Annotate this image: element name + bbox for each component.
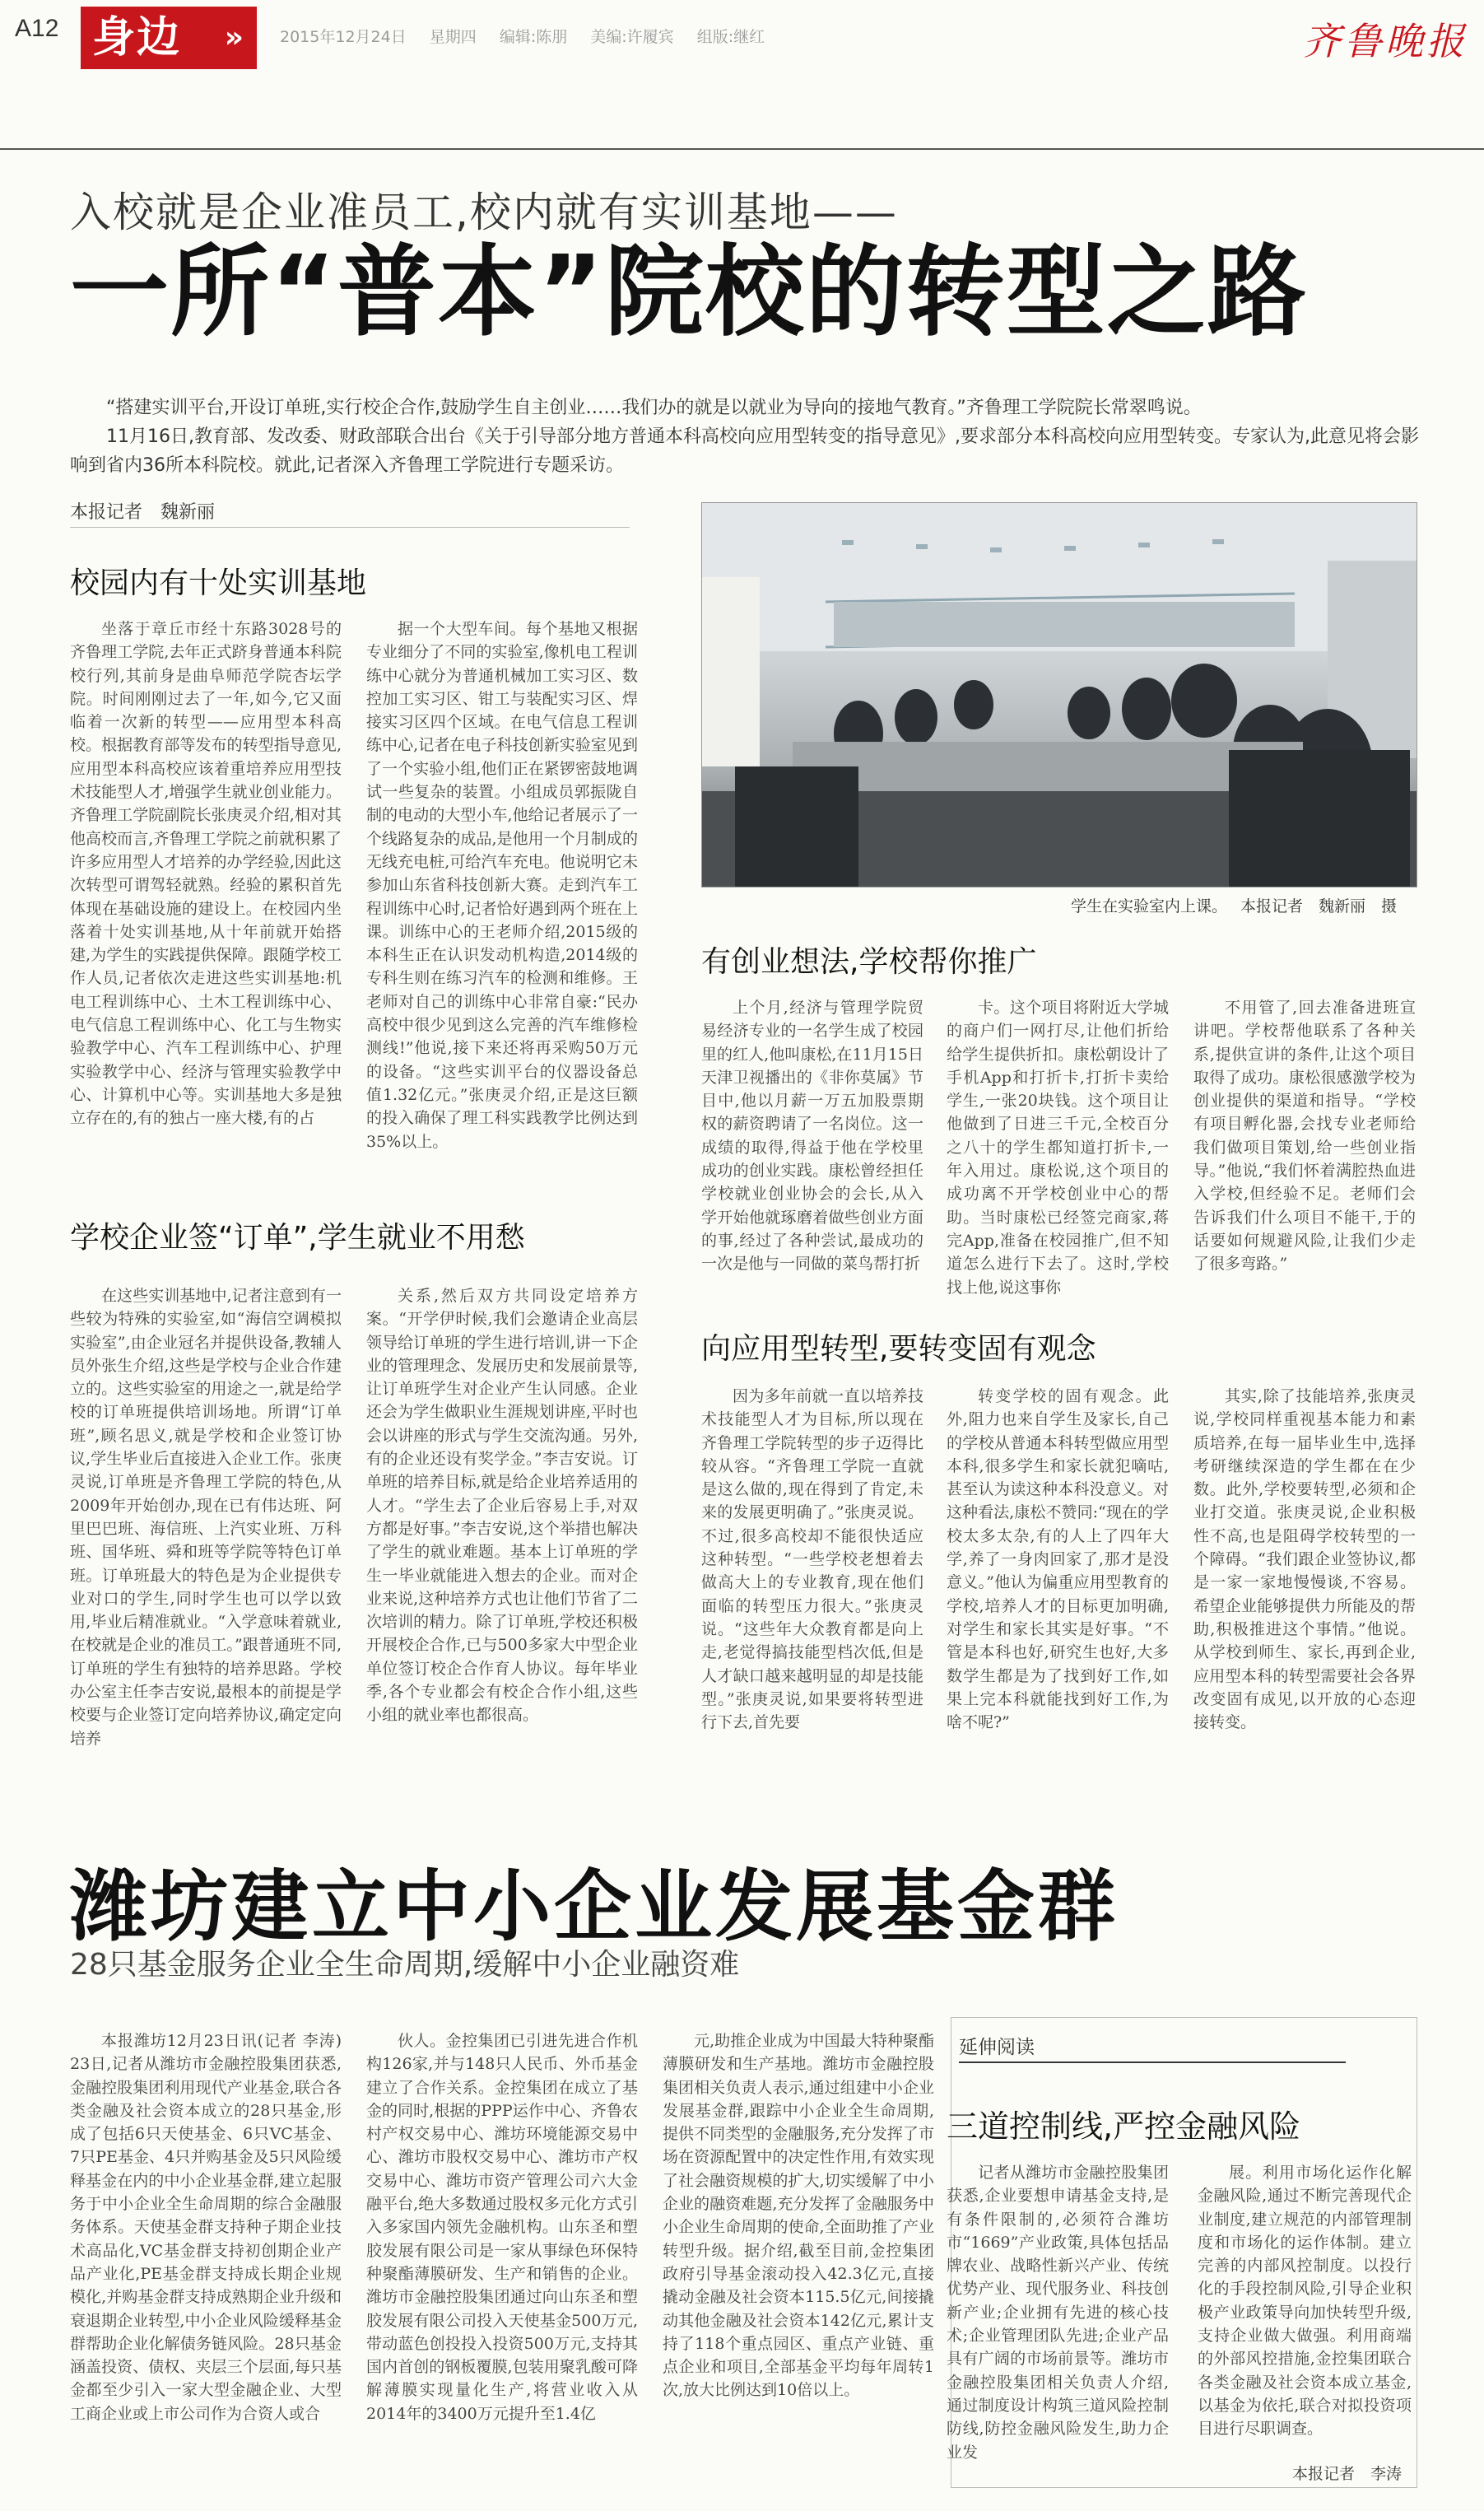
body-column: 记者从潍坊市金融控股集团获悉,企业要想申请基金支持,是有条件限制的,必须符合潍坊市“1669”产业政策,具体包括品牌农业、战略性新兴产业、传统优势产业、现代服务业、科技创新产业;企业拥有先进的核心技术;企业管理团队先进;企业产品具有广阔的市场前景等。潍坊市金融控股集团相关负责人介绍,通过制度设计构筑三道风险控制防线,防控金融风险发生,助力企业发 — [947, 2164, 1169, 2462]
story1-subhead-2: 学校企业签“订单”,学生就业不用愁 — [70, 1221, 525, 1255]
body-column: 伙人。金控集团已引进先进合作机构126家,并与148只人民币、外币基金建立了合作关系。金控集团在成立了基金的同时,根据的PPP运作中心、齐鲁农村产权交易中心、潍坊环境能源交易中心、潍坊市股权交易中心、潍坊市产权交易中心、潍坊市资产管理公司六大金融平台,绝大多数通过股权多元化方式引入多家国内领先金融机构。山东圣和塑胶发展有限公司是一家从事绿色环保特种聚酯薄膜研发、生产和销售的企业。潍坊市金融控股集团通过向山东圣和塑胶发展有限公司投入天使基金500万元,带动蓝色创投投入投资500万元,支持其国内首创的钢板覆膜,包装用聚乳酸可降解薄膜实现量化生产,将营业收入从2014年的3400万元提升至1.4亿 — [366, 2032, 638, 2423]
body-column: 展。利用市场化运作化解金融风险,通过不断完善现代企业制度,建立规范的内部管理制度和市场化的运作体制。建立完善的内部风控制度。以投行化的手段控制风险,引导企业积极产业政策导向加快转型升级,支持企业做大做强。利用商端的外部风控措施,金控集团联合各类金融及社会资本成立基金,以基金为依托,联合对拟投资项目进行尽职调查。 — [1198, 2164, 1412, 2439]
issue-meta — [280, 25, 783, 47]
body-column: 坐落于章丘市经十东路3028号的齐鲁理工学院,去年正式跻身普通本科院校行列,其前身是曲阜师范学院杏坛学院。时间刚刚过去了一年,如今,它又面临着一次新的转型——应用型本科高校。根据教育部等发布的转型指导意见,应用型本科高校应该着重培养应用型技术技能型人才,增强学生就业创业能力。齐鲁理工学院副院长张庚灵介绍,相对其他高校而言,齐鲁理工学院之前就积累了许多应用型人才培养的办学经验,因此这次转型可谓驾轻就熟。经验的累积首先体现在基础设施的建设上。在校园内坐落着十处实训基地,从十年前就开始搭建,为学生的实践提供保障。跟随学校工作人员,记者依次走进这些实训基地:机电工程训练中心、土木工程训练中心、电气信息工程训练中心、化工与生物实验教学中心、汽车工程训练中心、护理实验教学中心、经济与管理实验教学中心、计算机中心等。实训基地大多是独立存在的,有的独占一座大楼,有的占 — [70, 620, 342, 1128]
lead-paragraph: “搭建实训平台,开设订单班,实行校企合作,鼓励学生自主创业……我们办的就是以就业为导向的接地气教育。”齐鲁理工学院院长常翠鸣说。 — [106, 398, 1202, 418]
story1-subhead-3: 有创业想法,学校帮你推广 — [701, 945, 1037, 979]
body-column: 上个月,经济与管理学院贸易经济专业的一名学生成了校园里的红人,他叫康松,在11月15日天津卫视播出的《非你莫属》节目中,他以月薪一万五加股票期权的薪资聘请了一名岗位。这一成绩的取得,得益于他在学校里成功的创业实践。康松曾经担任学校就业创业协会的会长,从入学开始他就琢磨着做些创业方面的事,经过了各种尝试,最成功的一次是他与一同做的菜鸟帮打折 — [701, 999, 923, 1274]
caption-text: 学生在实验室内上课。 — [1071, 897, 1228, 915]
body-column: 元,助推企业成为中国最大特种聚酯薄膜研发和生产基地。潍坊市金融控股集团相关负责人表示,通过组建中小企业发展基金群,跟踪中小企业全生命周期,提供不同类型的金融服务,充分发挥了市场在资源配置中的决定性作用,有效实现了社会融资规模的扩大,切实缓解了中小企业的融资难题,充分发挥了金融服务中小企业生命周期的使命,全面助推了产业转型升级。据介绍,截至目前,金控集团政府引导基金滚动投入42.3亿元,直接撬动金融及社会资本115.5亿元,间接撬动其他金融及社会资本142亿元,累计支持了118个重点园区、重点产业链、重点企业和项目,全部基金平均每年周转1次,放大比例达到10倍以上。 — [663, 2032, 934, 2400]
body-column: 关系,然后双方共同设定培养方案。“开学伊时候,我们会邀请企业高层领导给订单班的学生进行培训,讲一下企业的管理理念、发展历史和发展前景等,让订单班学生对企业产生认同感。企业还会为学生做职业生涯规划讲座,平时也会以讲座的形式与学生交流沟通。另外,有的企业还设有奖学金。”李吉安说。订单班的培养目标,就是给企业培养适用的人才。“学生去了企业后容易上手,对双方都是好事。”李吉安说,这个举措也解决了学生的就业难题。基本上订单班的学生一毕业就能进入想去的企业。而对企业来说,这种培养方式也让他们节省了二次培训的精力。除了订单班,学校还积极开展校企合作,已与500多家大中型企业单位签订校企合作育人协议。每年毕业季,各个专业都会有校企合作小组,这些小组的就业率也都很高。 — [366, 1287, 638, 1725]
section-name: 身边 — [92, 13, 182, 63]
story1-lead — [70, 394, 1420, 480]
body-column: 其实,除了技能培养,张庚灵说,学校同样重视基本能力和素质培养,在每一届毕业生中,选择考研继续深造的学生都在在少数。此外,学校要转型,必须和企业打交道。张庚灵说,企业积极性不高,也是阻碍学校转型的一个障碍。“我们跟企业签协议,都是一家一家地慢慢谈,不容易。希望企业能够提供力所能及的帮助,积极推进这个事情。”他说。从学校到师生、家长,再到企业,应用型本科的转型需要社会各界改变固有成见,以开放的心态迎接转变。 — [1193, 1387, 1416, 1732]
body-column: 转变学校的固有观念。此外,阻力也来自学生及家长,自己的学校从普通本科转型做应用型本科,很多学生和家长就犯嘀咕,甚至认为读这种本科没意义。对这种看法,康松不赞同:“现在的学校太多太杂,有的人上了四年大学,养了一身肉回家了,那才是没意义。”他认为偏重应用型教育的学校,培养人才的目标更加明确,对学生和家长其实是好事。“不管是本科也好,研究生也好,大多数学生都是为了找到好工作,如果上完本科就能找到好工作,为啥不呢?” — [947, 1387, 1169, 1732]
body-column: 卡。这个项目将附近大学城的商户们一网打尽,让他们折给给学生提供折扣。康松朝设计了手机App和打折卡,打折卡卖给学生,一张20块钱。这个项目让他做到了日进三千元,全校百分之八十的学生都知道打折卡,一年入用过。康松说,这个项目的成功离不开学校创业中心的帮助。当时康松已经签完商家,蒋完App,准备在校园推广,但不知道怎么进行下去了。这时,学校找上他,说这事你 — [947, 999, 1169, 1297]
sidebar-label: 延伸阅读 — [959, 2037, 1035, 2058]
lab-photo — [701, 502, 1417, 887]
story2-subhead: 28只基金服务企业全生命周期,缓解中小企业融资难 — [70, 1948, 740, 1982]
story2-headline: 潍坊建立中小企业发展基金群 — [70, 1862, 1119, 1952]
story1-kicker: 入校就是企业准员工,校内就有实训基地—— — [70, 189, 898, 236]
sidebar-headline: 三道控制线,严控金融风险 — [947, 2108, 1301, 2145]
newspaper-logo: 齐鲁晚报 — [1303, 19, 1468, 63]
caption-credit: 本报记者 魏新丽 摄 — [1240, 897, 1398, 915]
sidebar-divider — [959, 2061, 1346, 2063]
issue-weekday: 星期四 — [429, 28, 477, 46]
issue-editor: 编辑:陈朋 — [499, 28, 568, 46]
story1-byline: 本报记者 魏新丽 — [70, 502, 216, 523]
page-number: A12 — [15, 15, 59, 42]
sidebar-byline: 本报记者 李涛 — [1292, 2465, 1403, 2483]
issue-art-editor: 美编:许履宾 — [590, 28, 674, 46]
photo-caption — [1058, 894, 1397, 916]
chevron-right-icon: » — [224, 21, 245, 54]
body-column: 不用管了,回去准备进班宣讲吧。学校帮他联系了各种关系,提供宣讲的条件,让这个项目取得了成功。康松很感激学校为创业提供的渠道和指导。“学校有项目孵化器,会找专业老师给我们做项目策划,给一些创业指导。”他说,“我们怀着满腔热血进入学校,但经验不足。老师们会告诉我们什么项目不能干,于的话要如何规避风险,让我们少走了很多弯路。” — [1193, 999, 1416, 1274]
story1-headline: 一所“普本”院校的转型之路 — [70, 235, 1308, 350]
issue-date: 2015年12月24日 — [280, 28, 407, 46]
lab-photo-illustration — [702, 503, 1417, 887]
story1-subhead-4: 向应用型转型,要转变固有观念 — [701, 1332, 1096, 1366]
story1-subhead-1: 校园内有十处实训基地 — [70, 566, 367, 600]
body-column: 在这些实训基地中,记者注意到有一些较为特殊的实验室,如“海信空调模拟实验室”,由企业冠名并提供设备,教辅人员外张生介绍,这些是学校与企业合作建立的。这些实验室的用途之一,就是给学校的订单班提供培训场地。所谓“订单班”,顾名思义,就是学校和企业签订协议,学生毕业后直接进入企业工作。张庚灵说,订单班是齐鲁理工学院的特色,从2009年开始创办,现在已有伟达班、阿里巴巴班、海信班、上汽实业班、万科班、国华班、舜和班等学院等特色订单班。订单班最大的特色是为企业提供专业对口的学生,同时学生也可以学以致用,毕业后精准就业。“入学意味着就业,在校就是企业的准员工。”跟普通班不同,订单班的学生有独特的培养思路。学校办公室主任李吉安说,最根本的前提是学校要与企业签订定向培养协议,确定定向培养 — [70, 1287, 342, 1748]
section-tag — [81, 7, 257, 69]
body-column: 据一个大型车间。每个基地又根据专业细分了不同的实验室,像机电工程训练中心就分为普通机械加工实习区、数控加工实习区、钳工与装配实习区、焊接实习区四个区域。在电气信息工程训练中心,记者在电子科技创新实验室见到了一个实验小组,他们正在紧锣密鼓地调试一些复杂的装置。小组成员郭振陇自制的电动的大型小车,他给记者展示了一个线路复杂的成品,是他用一个月制成的无线充电桩,可给汽车充电。他说明它未参加山东省科技创新大赛。走到汽车工程训练中心时,记者恰好遇到两个班在上课。训练中心的王老师介绍,2015级的本科生正在认识发动机构造,2014级的专科生则在练习汽车的检测和维修。王老师对自己的训练中心非常自豪:“民办高校中很少见到这么完善的汽车维修检测线!”他说,接下来还将再采购50万元的设备。“这些实训平台的仪器设备总值1.32亿元。”张庚灵介绍,正是这巨额的投入确保了理工科实践教学比例达到35%以上。 — [366, 620, 638, 1151]
issue-layout: 组版:继红 — [696, 28, 765, 46]
body-column: 本报潍坊12月23日讯(记者 李涛) 23日,记者从潍坊市金融控股集团获悉,金融控股集团利用现代产业基金,联合各类金融及社会资本成立的28只基金,形成了包括6只天使基金、6只VC基金、7只PE基金、4只并购基金及5只风险缓释基金在内的中小企业基金群,建立起服务于中小企业全生命周期的综合金融服务体系。天使基金群支持种子期企业技术高品化,VC基金群支持初创期企业产品产业化,PE基金群支持成长期企业规模化,并购基金群支持成熟期企业升级和衰退期企业转型,中小企业风险缓释基金群帮助企业化解债务链风险。28只基金涵盖投资、债权、夹层三个层面,每只基金都至少引入一家大型金融企业、大型工商企业或上市公司作为合资人或合 — [70, 2032, 342, 2423]
lead-paragraph: 11月16日,教育部、发改委、财政部联合出台《关于引导部分地方普通本科高校向应用型转变的指导意见》,要求部分本科高校向应用型转变。专家认为,此意见将会影响到省内36所本科院校。就此,记者深入齐鲁理工学院进行专题采访。 — [70, 426, 1419, 476]
header-divider — [0, 148, 1484, 150]
byline-divider — [70, 527, 630, 528]
body-column: 因为多年前就一直以培养技术技能型人才为目标,所以现在齐鲁理工学院转型的步子迈得比较从容。“齐鲁理工学院一直就是这么做的,现在得到了肯定,未来的发展更明确了。”张庚灵说。不过,很多高校却不能很快适应这种转型。“一些学校老想着去做高大上的专业教育,现在他们面临的转型压力很大。”张庚灵说。“这些年大众教育都是向上走,老觉得搞技能型档次低,但是人才缺口越来越明显的却是技能型。”张庚灵说,如果要将转型进行下去,首先要 — [701, 1387, 923, 1732]
